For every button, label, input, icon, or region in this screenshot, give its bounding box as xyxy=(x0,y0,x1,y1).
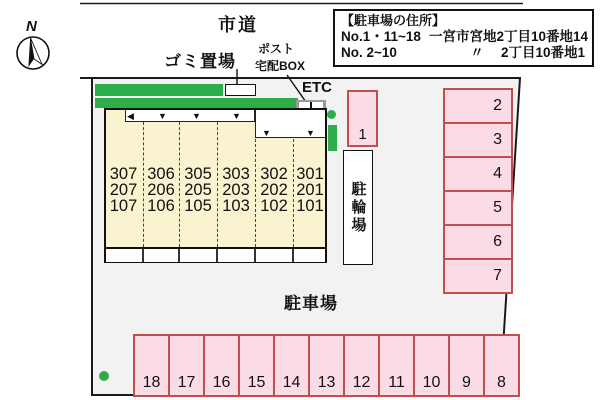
balcony-divider xyxy=(216,249,218,262)
parking-spot: 13 xyxy=(308,334,345,397)
hedge-strip xyxy=(95,98,298,108)
etc-label: ETC xyxy=(302,79,332,96)
room-number: 301 xyxy=(296,165,324,183)
address-info-box xyxy=(333,9,594,67)
door-icon: ▼ xyxy=(262,128,271,138)
delivery-box-label: 宅配BOX xyxy=(255,59,306,73)
address-row-text: 2丁目10番地1 xyxy=(501,45,586,60)
room-number: 302 xyxy=(260,165,288,183)
parking-spot: 18 xyxy=(133,334,170,397)
parking-spot: 5 xyxy=(443,190,513,226)
parking-spot: 2 xyxy=(443,88,513,124)
parking-right-column xyxy=(443,88,513,294)
parking-lot-label: 駐車場 xyxy=(284,294,338,313)
parking-spot: 8 xyxy=(483,334,520,397)
room-number: 206 xyxy=(147,181,175,199)
room-number: 305 xyxy=(184,165,212,183)
post-label: ポスト xyxy=(258,42,295,56)
parking-spot: 10 xyxy=(413,334,450,397)
balcony-divider xyxy=(142,249,144,262)
building-balcony-row xyxy=(106,247,325,262)
room-number: 105 xyxy=(184,197,212,215)
door-icon: ▼ xyxy=(158,111,167,121)
door-icon: ▼ xyxy=(192,111,201,121)
room-number: 103 xyxy=(222,197,250,215)
parking-spot: 14 xyxy=(273,334,310,397)
room-number: 202 xyxy=(260,181,288,199)
parking-spot: 12 xyxy=(343,334,380,397)
address-row-text: 一宮市宮地2丁目10番地14 xyxy=(429,29,589,44)
room-number: 203 xyxy=(222,181,250,199)
parking-spot: 11 xyxy=(378,334,415,397)
door-icon: ▼ xyxy=(232,111,241,121)
room-number: 306 xyxy=(147,165,175,183)
ditto-mark: 〃 xyxy=(470,45,484,60)
room-number: 207 xyxy=(109,181,138,199)
garbage-area-label: ゴミ置場 xyxy=(164,52,236,71)
hedge-bar xyxy=(328,125,337,151)
balcony-divider xyxy=(178,249,180,262)
parking-spot: 1 xyxy=(347,90,378,147)
parking-spot: 3 xyxy=(443,122,513,158)
address-row xyxy=(341,45,586,61)
north-label: N xyxy=(26,18,37,35)
garbage-box xyxy=(225,84,256,96)
parking-spot: 6 xyxy=(443,224,513,260)
parking-spot: 7 xyxy=(443,258,513,294)
balcony-divider xyxy=(292,249,294,262)
parking-spot: 15 xyxy=(238,334,275,397)
tree-dot xyxy=(327,110,336,119)
door-icon: ▼ xyxy=(306,128,315,138)
room-number: 201 xyxy=(296,181,324,199)
bicycle-parking xyxy=(343,150,373,265)
road-label: 市道 xyxy=(218,15,258,35)
address-title: 【駐車場の住所】 xyxy=(341,13,446,28)
parking-spot: 4 xyxy=(443,156,513,192)
parking-spot: 9 xyxy=(448,334,485,397)
balcony-divider xyxy=(254,249,256,262)
address-row-no: No. 2~10 xyxy=(341,45,397,60)
room-number: 106 xyxy=(147,197,175,215)
address-row-no: No.1・11~18 xyxy=(341,29,421,44)
hedge-strip xyxy=(95,84,223,96)
compass-icon xyxy=(17,36,49,69)
room-number-grid xyxy=(104,166,327,214)
address-row xyxy=(341,29,589,45)
tree-dot xyxy=(99,371,109,381)
room-number: 102 xyxy=(260,197,288,215)
room-number: 303 xyxy=(222,165,250,183)
door-left-icon: ◀ xyxy=(127,111,134,121)
parking-bottom-row xyxy=(133,334,520,397)
parking-spot: 16 xyxy=(203,334,240,397)
room-number: 205 xyxy=(184,181,212,199)
bicycle-parking-label: 駐輪場 xyxy=(349,180,367,235)
room-number: 307 xyxy=(109,165,138,183)
room-number: 107 xyxy=(109,197,138,215)
parking-spot: 17 xyxy=(168,334,205,397)
room-number: 101 xyxy=(296,197,324,215)
